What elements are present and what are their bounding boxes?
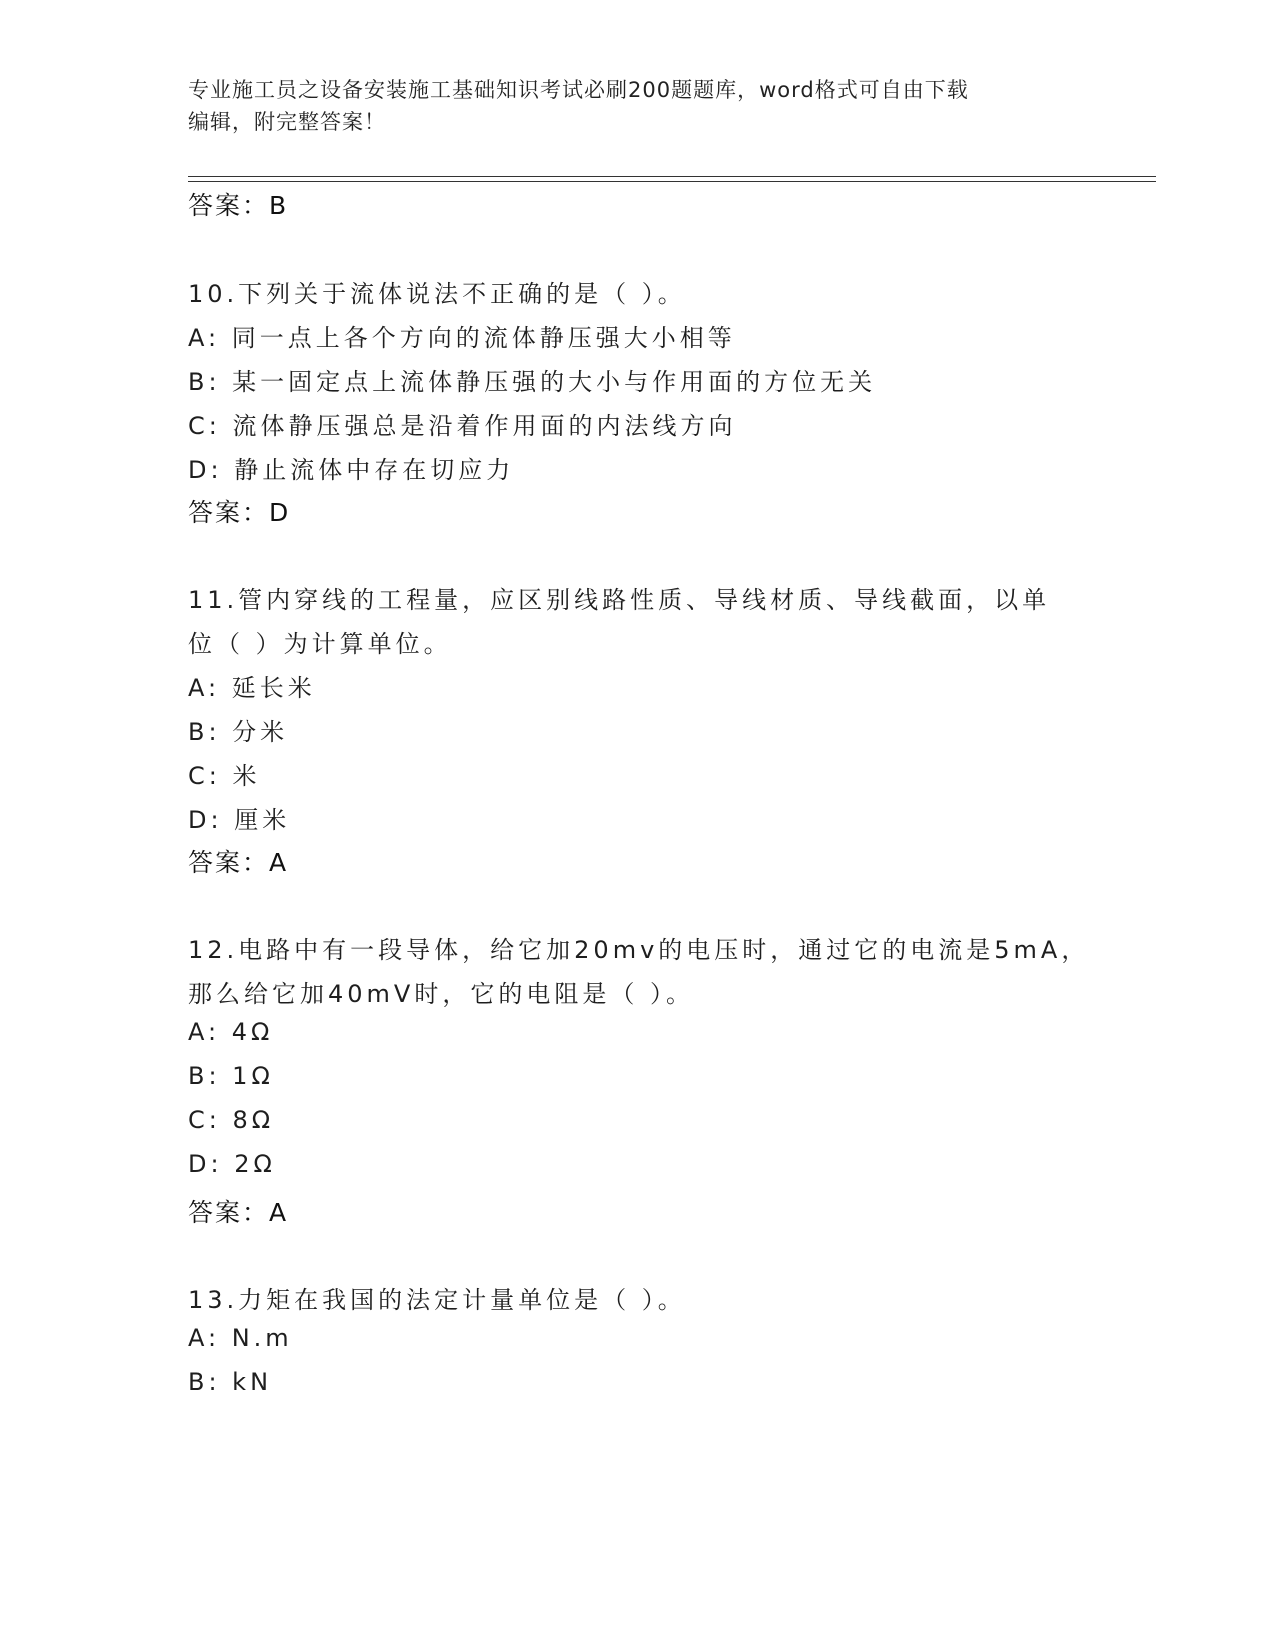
option-d: D: 静止流体中存在切应力 bbox=[188, 456, 515, 484]
question-text-continued: 那么给它加40mV时，它的电阻是（ ）。 bbox=[188, 980, 694, 1008]
option-c: C: 8Ω bbox=[188, 1106, 275, 1134]
header-line-1: 专业施工员之设备安装施工基础知识考试必刷200题题库，word格式可自由下载 bbox=[188, 78, 969, 102]
option-d: D: 厘米 bbox=[188, 806, 291, 834]
option-a: A: N.m bbox=[188, 1324, 293, 1352]
answer-label: 答案： bbox=[188, 848, 270, 877]
answer-line bbox=[188, 186, 287, 222]
question-text: 13.力矩在我国的法定计量单位是（ ）。 bbox=[188, 1286, 686, 1314]
answer-label: 答案： bbox=[188, 191, 270, 220]
option-b: B: 1Ω bbox=[188, 1062, 274, 1090]
answer-line bbox=[188, 493, 289, 529]
question-text: 12.电路中有一段导体，给它加20mv的电压时，通过它的电流是5mA， bbox=[188, 936, 1090, 964]
answer-value: A bbox=[269, 848, 288, 877]
option-b: B: 某一固定点上流体静压强的大小与作用面的方位无关 bbox=[188, 368, 877, 396]
answer-line bbox=[188, 843, 287, 879]
option-c: C: 米 bbox=[188, 762, 261, 790]
answer-value: B bbox=[269, 191, 288, 220]
question-text: 11.管内穿线的工程量，应区别线路性质、导线材质、导线截面，以单 bbox=[188, 586, 1051, 614]
header-divider-bottom bbox=[188, 181, 1156, 182]
header-divider-top bbox=[188, 176, 1156, 177]
question-text: 10.下列关于流体说法不正确的是（ ）。 bbox=[188, 280, 686, 308]
option-b: B: kN bbox=[188, 1368, 273, 1396]
header-line-2: 编辑，附完整答案！ bbox=[188, 110, 386, 134]
option-a: A: 同一点上各个方向的流体静压强大小相等 bbox=[188, 324, 736, 352]
option-c: C: 流体静压强总是沿着作用面的内法线方向 bbox=[188, 412, 737, 440]
option-d: D: 2Ω bbox=[188, 1150, 276, 1178]
option-a: A: 延长米 bbox=[188, 674, 316, 702]
answer-label: 答案： bbox=[188, 498, 270, 527]
document-header bbox=[188, 74, 1068, 138]
question-text-continued: 位（ ）为计算单位。 bbox=[188, 630, 452, 658]
answer-value: D bbox=[269, 498, 290, 527]
option-a: A: 4Ω bbox=[188, 1018, 274, 1046]
answer-line bbox=[188, 1193, 287, 1229]
answer-label: 答案： bbox=[188, 1198, 270, 1227]
answer-value: A bbox=[269, 1198, 288, 1227]
option-b: B: 分米 bbox=[188, 718, 289, 746]
